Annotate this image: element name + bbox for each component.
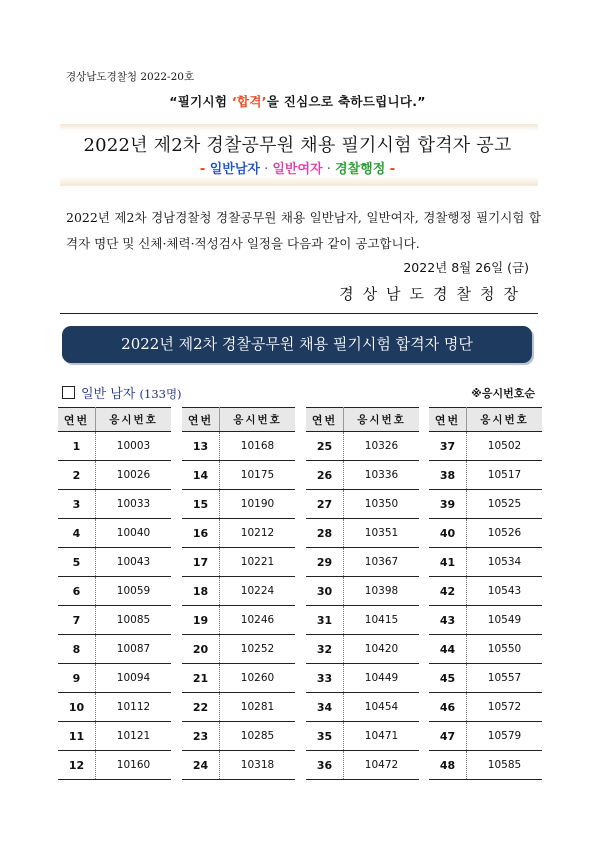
category-subtitle: [0, 158, 595, 177]
header-no: 연번: [306, 408, 344, 432]
exam-number: 10502: [467, 432, 543, 461]
table-row: [306, 606, 419, 635]
exam-number: 10449: [344, 664, 420, 693]
table-row: [306, 635, 419, 664]
category-police-admin: 경찰행정: [335, 162, 386, 177]
row-number: 2: [58, 461, 96, 490]
exam-number: 10087: [96, 635, 172, 664]
exam-number: 10398: [344, 577, 420, 606]
row-number: 39: [429, 490, 467, 519]
exam-number: 10454: [344, 693, 420, 722]
exam-number: 10471: [344, 722, 420, 751]
exam-number: 10526: [467, 519, 543, 548]
category-general-male: 일반남자: [209, 162, 260, 177]
page-title: 2022년 제2차 경찰공무원 채용 필기시험 합격자 공고: [83, 135, 512, 156]
table-row: [58, 606, 171, 635]
table-row: [58, 722, 171, 751]
sort-note: ※응시번호순: [471, 387, 535, 400]
exam-number: 10543: [467, 577, 543, 606]
congrats-after: 을 진심으로 축하드립니다.”: [266, 94, 426, 109]
section-label: 일반 남자: [81, 387, 136, 402]
table-row: [182, 577, 295, 606]
row-number: 16: [182, 519, 220, 548]
row-number: 45: [429, 664, 467, 693]
table-row: [306, 548, 419, 577]
row-number: 41: [429, 548, 467, 577]
category-general-female: 일반여자: [272, 162, 323, 177]
congrats-highlight: ‘합격’: [231, 94, 267, 109]
table-row: [182, 664, 295, 693]
table-row: [306, 490, 419, 519]
subtitle-dash-right: -: [385, 162, 396, 177]
table-row: [306, 722, 419, 751]
row-number: 14: [182, 461, 220, 490]
table-row: [58, 635, 171, 664]
exam-number: 10260: [220, 664, 296, 693]
table-row: [58, 577, 171, 606]
congratulations-line: [0, 92, 595, 110]
row-number: 7: [58, 606, 96, 635]
results-table-1: [58, 407, 171, 780]
row-number: 31: [306, 606, 344, 635]
row-number: 18: [182, 577, 220, 606]
table-row: [182, 548, 295, 577]
exam-number: 10246: [220, 606, 296, 635]
list-banner: 2022년 제2차 경찰공무원 채용 필기시험 합격자 명단: [62, 326, 532, 363]
header-exam-number: 응시번호: [344, 408, 420, 432]
exam-number: 10557: [467, 664, 543, 693]
row-number: 30: [306, 577, 344, 606]
issuing-agency: 경상남도경찰청장: [339, 285, 527, 303]
row-number: 6: [58, 577, 96, 606]
row-number: 40: [429, 519, 467, 548]
row-number: 8: [58, 635, 96, 664]
section-heading: [62, 383, 182, 402]
row-number: 12: [58, 751, 96, 780]
exam-number: 10318: [220, 751, 296, 780]
table-row: [182, 432, 295, 461]
exam-number: 10168: [220, 432, 296, 461]
row-number: 37: [429, 432, 467, 461]
exam-number: 10336: [344, 461, 420, 490]
exam-number: 10415: [344, 606, 420, 635]
header-no: 연번: [58, 408, 96, 432]
exam-number: 10221: [220, 548, 296, 577]
exam-number: 10517: [467, 461, 543, 490]
exam-number: 10351: [344, 519, 420, 548]
table-row: [182, 635, 295, 664]
table-row: [182, 490, 295, 519]
row-number: 25: [306, 432, 344, 461]
header-no: 연번: [429, 408, 467, 432]
table-row: [58, 432, 171, 461]
table-row: [429, 548, 542, 577]
row-number: 1: [58, 432, 96, 461]
table-row: [182, 722, 295, 751]
table-row: [306, 751, 419, 780]
table-row: [429, 751, 542, 780]
table-row: [429, 519, 542, 548]
checkbox-square-icon: [62, 386, 75, 399]
exam-number: 10285: [220, 722, 296, 751]
exam-number: 10550: [467, 635, 543, 664]
row-number: 44: [429, 635, 467, 664]
table-row: [306, 577, 419, 606]
divider: [60, 313, 538, 314]
section-count: (133명): [139, 387, 182, 401]
exam-number: 10420: [344, 635, 420, 664]
exam-number: 10572: [467, 693, 543, 722]
row-number: 26: [306, 461, 344, 490]
exam-number: 10472: [344, 751, 420, 780]
row-number: 42: [429, 577, 467, 606]
table-row: [429, 722, 542, 751]
exam-number: 10121: [96, 722, 172, 751]
exam-number: 10175: [220, 461, 296, 490]
table-row: [429, 577, 542, 606]
row-number: 3: [58, 490, 96, 519]
results-table-4: [429, 407, 542, 780]
announcement-body: 2022년 제2차 경남경찰청 경찰공무원 채용 일반남자, 일반여자, 경찰행정 필기시험 합격자 명단 및 신체·체력·적성검사 일정을 다음과 같이 공고합니다.: [66, 210, 541, 251]
exam-number: 10026: [96, 461, 172, 490]
table-row: [182, 461, 295, 490]
table-row: [306, 461, 419, 490]
exam-number: 10326: [344, 432, 420, 461]
exam-number: 10224: [220, 577, 296, 606]
exam-number: 10585: [467, 751, 543, 780]
row-number: 43: [429, 606, 467, 635]
exam-number: 10059: [96, 577, 172, 606]
row-number: 10: [58, 693, 96, 722]
exam-number: 10350: [344, 490, 420, 519]
row-number: 15: [182, 490, 220, 519]
table-row: [58, 548, 171, 577]
results-table-2: [182, 407, 295, 780]
table-row: [429, 432, 542, 461]
congrats-before: “필기시험: [169, 94, 232, 109]
row-number: 46: [429, 693, 467, 722]
exam-number: 10085: [96, 606, 172, 635]
table-row: [429, 693, 542, 722]
table-row: [429, 664, 542, 693]
exam-number: 10579: [467, 722, 543, 751]
table-row: [306, 519, 419, 548]
table-row: [58, 751, 171, 780]
table-row: [182, 693, 295, 722]
table-row: [429, 461, 542, 490]
subtitle-dash-left: -: [199, 162, 210, 177]
row-number: 11: [58, 722, 96, 751]
row-number: 22: [182, 693, 220, 722]
exam-number: 10525: [467, 490, 543, 519]
row-number: 5: [58, 548, 96, 577]
announcement-date: 2022년 8월 26일 (금): [403, 260, 529, 275]
exam-number: 10040: [96, 519, 172, 548]
table-row: [182, 606, 295, 635]
row-number: 20: [182, 635, 220, 664]
header-exam-number: 응시번호: [467, 408, 543, 432]
exam-number: 10281: [220, 693, 296, 722]
exam-number: 10033: [96, 490, 172, 519]
exam-number: 10003: [96, 432, 172, 461]
row-number: 19: [182, 606, 220, 635]
row-number: 24: [182, 751, 220, 780]
row-number: 29: [306, 548, 344, 577]
row-number: 47: [429, 722, 467, 751]
exam-number: 10190: [220, 490, 296, 519]
table-row: [58, 693, 171, 722]
exam-number: 10112: [96, 693, 172, 722]
row-number: 9: [58, 664, 96, 693]
row-number: 34: [306, 693, 344, 722]
exam-number: 10252: [220, 635, 296, 664]
row-number: 13: [182, 432, 220, 461]
header-no: 연번: [182, 408, 220, 432]
subtitle-separator: ·: [322, 162, 336, 177]
row-number: 21: [182, 664, 220, 693]
row-number: 48: [429, 751, 467, 780]
table-row: [58, 519, 171, 548]
table-row: [429, 635, 542, 664]
document-number: 경상남도경찰청 2022-20호: [66, 71, 195, 83]
row-number: 36: [306, 751, 344, 780]
table-row: [58, 664, 171, 693]
row-number: 38: [429, 461, 467, 490]
header-exam-number: 응시번호: [220, 408, 296, 432]
table-row: [58, 490, 171, 519]
results-table-3: [306, 407, 419, 780]
table-row: [429, 606, 542, 635]
row-number: 23: [182, 722, 220, 751]
row-number: 28: [306, 519, 344, 548]
table-row: [306, 432, 419, 461]
table-row: [182, 751, 295, 780]
table-row: [306, 693, 419, 722]
exam-number: 10549: [467, 606, 543, 635]
exam-number: 10367: [344, 548, 420, 577]
header-exam-number: 응시번호: [96, 408, 172, 432]
row-number: 32: [306, 635, 344, 664]
table-row: [58, 461, 171, 490]
exam-number: 10212: [220, 519, 296, 548]
exam-number: 10160: [96, 751, 172, 780]
exam-number: 10094: [96, 664, 172, 693]
table-row: [306, 664, 419, 693]
row-number: 4: [58, 519, 96, 548]
row-number: 35: [306, 722, 344, 751]
exam-number: 10043: [96, 548, 172, 577]
table-row: [182, 519, 295, 548]
table-row: [429, 490, 542, 519]
row-number: 33: [306, 664, 344, 693]
subtitle-separator: ·: [259, 162, 273, 177]
exam-number: 10534: [467, 548, 543, 577]
row-number: 17: [182, 548, 220, 577]
row-number: 27: [306, 490, 344, 519]
